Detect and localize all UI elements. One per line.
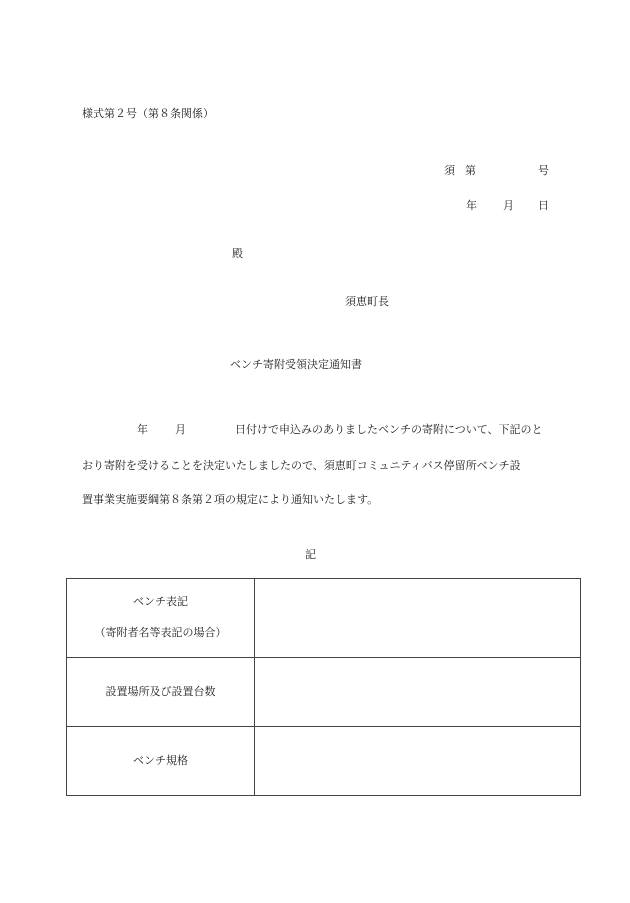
table-row xyxy=(67,658,581,727)
issuer-name: 須恵町長 xyxy=(345,295,389,308)
table-row xyxy=(67,579,581,658)
date-day-label: 日 xyxy=(538,199,549,212)
body-line-2: おり寄附を受けることを決定いたしましたので、須恵町コミュニティバス停留所ベンチ設 xyxy=(82,459,521,472)
body-line-1: 日付けで申込みのありましたベンチの寄附について、下記のと xyxy=(235,423,543,436)
bench-notation-label: ベンチ表記 xyxy=(133,595,188,609)
document-number-dai: 第 xyxy=(465,164,476,177)
date-month-label: 月 xyxy=(503,199,514,212)
bench-spec-value xyxy=(255,727,581,796)
details-table xyxy=(66,578,581,796)
document-title: ベンチ寄附受領決定通知書 xyxy=(230,358,362,371)
installation-location-label: 設置場所及び設置台数 xyxy=(67,658,255,727)
recipient-honorific: 殿 xyxy=(232,247,243,260)
body-year-label: 年 xyxy=(137,423,148,436)
table-row xyxy=(67,727,581,796)
document-number-go: 号 xyxy=(538,164,549,177)
bench-notation-value xyxy=(255,579,581,658)
body-month-label: 月 xyxy=(175,423,186,436)
document-number-prefix: 須 xyxy=(444,164,455,177)
bench-notation-label-cell xyxy=(67,579,255,658)
body-line-3: 置事業実施要綱第８条第２項の規定により通知いたします。 xyxy=(82,493,379,506)
bench-notation-sublabel: （寄附者名等表記の場合） xyxy=(94,626,227,639)
date-year-label: 年 xyxy=(466,199,477,212)
ki-heading: 記 xyxy=(305,548,316,561)
bench-spec-label: ベンチ規格 xyxy=(67,727,255,796)
form-number: 様式第２号（第８条関係） xyxy=(82,107,214,120)
installation-location-value xyxy=(255,658,581,727)
